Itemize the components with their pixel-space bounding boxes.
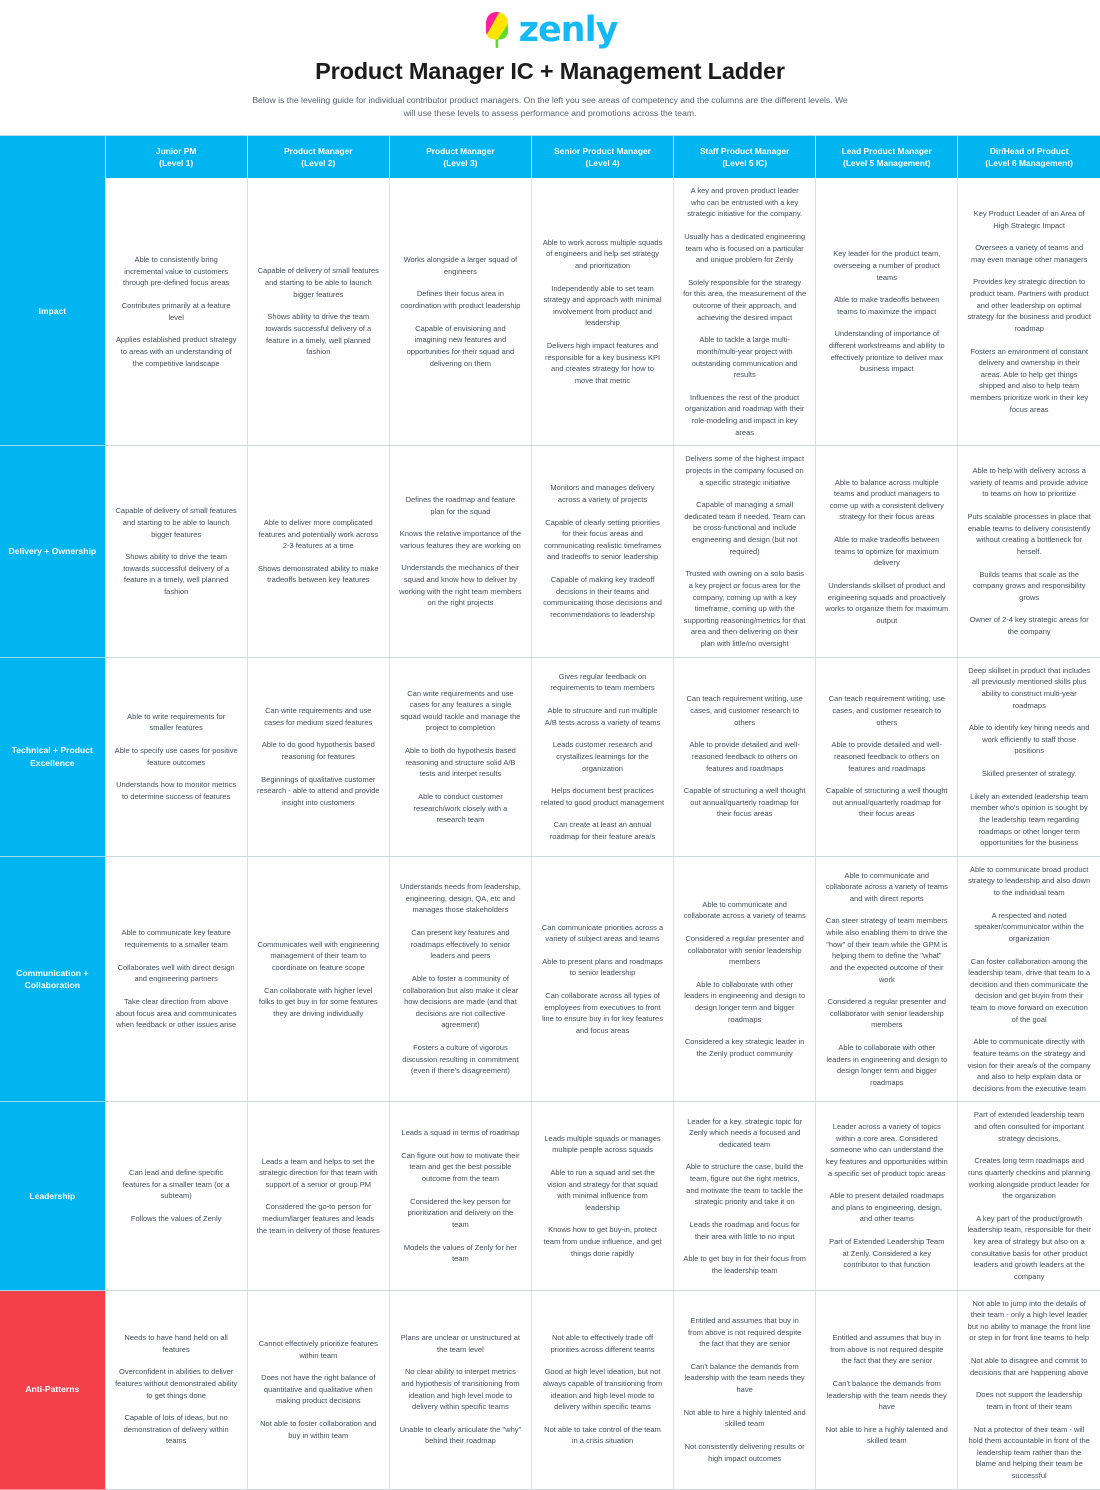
competency-bullet: Can steer strategy of team members while also enabling them to drive the "how" of their team while the GPM is helping them to define the "what" and the expected outcome of their work [825,916,948,984]
competency-cell [105,1290,247,1489]
competency-cell [816,856,958,1102]
competency-cell [105,856,247,1102]
row-label-technical-product-excellence: Technical + Product Excellence [0,657,105,856]
competency-cell [389,856,531,1102]
competency-bullet: Communicates well with engineering management of their team to coordinate on feature scope [257,939,380,972]
column-header-level-6-mgmt [958,135,1100,178]
competency-bullet: Understanding of importance of different workstreams and ability to effectively prioritize to deliver max business impact [828,329,945,374]
competency-bullet: Not able to disagree and commit to decisions that are happening above [969,1356,1089,1377]
competency-bullet: Models the values of Zenly for her team [403,1242,517,1264]
competency-bullet: Unable to clearly articulate the "why" behind their roadmap [399,1424,522,1446]
competency-bullet: Knows the relative importance of the various features they are working on [399,529,522,550]
competency-cell [674,1102,816,1290]
competency-bullet: Can communicate priorities across a variety of subject areas and teams [541,922,664,944]
competency-cell [531,446,673,657]
competency-bullet: Can write requirements and use cases for any features a single squad would tackle and manage the project to completion [400,688,521,733]
competency-bullet: Part of extended leadership team and often consulted for important strategy decisions. [973,1110,1085,1143]
competency-bullet: Able to specify use cases for positive feature outcomes [114,746,238,767]
competency-bullet: Delivers some of the highest impact projects in the company focused on a specific strategic initiative [685,454,805,487]
competency-cell [389,657,531,856]
column-level: (Level 1) [159,157,194,168]
column-header-level-3 [389,135,531,178]
column-header-level-1 [105,135,247,178]
competency-bullet: Gives regular feedback on requirements to team members [550,671,655,693]
competency-bullet: Solely responsible for the strategy for this area, the measurement of the outcome of their approach, and achieving the desired impact [683,277,807,322]
competency-cell [531,856,673,1102]
competency-bullet: Entitled and assumes that buy in from above is not required despite the fact that they are senior [830,1333,944,1366]
competency-bullet: Able to communicate and collaborate across a variety of teams and with direct reports [825,870,948,903]
table-header [0,135,1100,178]
column-title: Dir/Head of Product [989,145,1069,156]
competency-bullet: Not able to foster collaboration and buy in within team [260,1419,377,1440]
competency-bullet: Able to present detailed roadmaps and plans to engineering, design, and other teams [829,1191,944,1224]
competency-bullet: Monitors and manages delivery across a variety of projects [550,483,655,504]
competency-bullet: Leader for a key, strategic topic for Zenly which needs a focused and dedicated team [687,1116,803,1149]
competency-bullet: Considered a regular presenter and collaborator with senior leadership members [685,933,804,967]
competency-cell [247,657,389,856]
competency-bullet: Fosters a culture of vigorous discussion resulting in commitment (even if there's disagreement) [402,1043,519,1076]
competency-bullet: Works alongside a larger squad of engineers [403,255,518,276]
competency-bullet: Able to structure the case, build the team, figure out the right metrics, and motivate the team to tackle the strategic priority and take it on [685,1162,804,1207]
competency-bullet: Able to identify key hiring needs and work efficiently to staff those positions [968,723,1090,756]
competency-cell [531,178,673,446]
competency-bullet: Defines the roadmap and feature plan for the squad [405,494,516,516]
competency-bullet: Able to communicate directly with feature teams on the strategy and vision for their area/s of the company and also to help explain data or decisions from the executive team [967,1037,1091,1093]
column-level: (Level 3) [443,157,478,168]
row-label-impact: Impact [0,178,105,446]
competency-bullet: Needs to have hand held on all features [124,1333,228,1354]
competency-bullet: Considered a key strategic leader in the Zenly product community [684,1037,805,1058]
competency-cell [389,1290,531,1489]
competency-bullet: Understands needs from leadership, engineering, design, QA, etc and manages those stakeholders [399,882,521,915]
table-row [0,1290,1100,1489]
competency-bullet: Delivers high impact features and responsible for a key business KPI and creates strategy for how to move that metric [545,341,661,385]
competency-cell [105,657,247,856]
competency-bullet: Builds teams that scale as the company grows and responsibility grows [972,569,1086,602]
competency-bullet: Able to foster a community of collaboration but also make it clear how decisions are made (and that decisions are not collective agreement) [402,973,519,1030]
competency-cell [958,446,1100,657]
competency-bullet: Creates long term roadmaps and runs quarterly checkins and planning working alongside product leader for the organization [968,1156,1091,1201]
row-label-anti-patterns: Anti-Patterns [0,1290,105,1489]
competency-bullet: Able to present plans and roadmaps to senior leadership [542,956,663,978]
competency-bullet: Part of Extended Leadership Team at Zenly. Considered a key contributor to that function [829,1237,945,1270]
competency-bullet: Understands skillset of product and engineering squads and proactively works to organize them for maximum output [825,580,949,625]
competency-cell [531,657,673,856]
competency-bullet: A respected and noted speaker/communicator within the organization [974,910,1084,943]
competency-bullet: Collaborates well with direct design and engineering partners [117,962,235,984]
competency-bullet: Able to tackle a large multi-month/multi-year project with outstanding communication and results [691,335,798,380]
competency-bullet: Can present key features and roadmaps effectively to senior leaders and peers [410,928,511,961]
competency-bullet: Leads a squad in terms of roadmap [401,1128,520,1138]
competency-bullet: Capable of delivery of small features and starting to be able to launch bigger features [257,266,379,299]
competency-bullet: Take clear direction from above about focus area and communicates when feedback or other issues arise [115,996,237,1030]
column-title: Lead Product Manager [841,145,932,156]
competency-cell [958,856,1100,1102]
competency-bullet: Skilled presenter of strategy. [981,769,1077,778]
brand-wordmark: zenly [518,9,618,50]
competency-cell [247,178,389,446]
competency-bullet: Not able to hire a highly talented and skilled team [825,1424,948,1446]
competency-cell [105,446,247,657]
competency-cell [958,1290,1100,1489]
competency-cell [958,1102,1100,1290]
column-header-level-2 [247,135,389,178]
competency-bullet: Understands how to monitor metrics to determine success of features [116,780,237,801]
competency-cell [674,856,816,1102]
competency-bullet: Cannot effectively prioritize features within team [258,1338,378,1360]
competency-bullet: Usually has a dedicated engineering team who is focused on a particular and unique problem for Zenly [684,231,806,265]
competency-bullet: Leads multiple squads or manages multiple people across squads [544,1133,661,1155]
competency-bullet: Not able to jump into the details of their team - only a high level leader but no ability to manage the front line or step in for front line teams to help [967,1298,1091,1343]
competency-bullet: Able to consistently bring incremental value to customers through pre-defined focus areas [122,255,230,288]
table-row [0,446,1100,657]
competency-bullet: Able to provide detailed and well-reasoned feedback to others on features and roadmaps [689,740,800,773]
competency-bullet: Able to get buy in for their focus from the leadership team [683,1254,806,1275]
competency-bullet: Able to communicate broad product strategy to leadership and also down to the individual team [968,864,1091,897]
competency-bullet: Not able to hire a highly talented and skilled team [683,1407,806,1429]
competency-bullet: Can teach requirement writing, use cases, and customer research to others [686,694,803,727]
competency-bullet: Able to collaborate with other leaders in engineering and design to design longer term and bigger roadmaps [826,1043,948,1087]
competency-bullet: Capable of making key tradeoff decisions in their teams and communicating those decisions and recommendations to leadership [543,575,662,619]
competency-bullet: Considered the go-to person for medium/larger features and leads the team in delivery of those features [256,1202,380,1235]
competency-bullet: Can lead and define specific features for a smaller team (or a subteam) [122,1168,230,1201]
competency-bullet: Able to deliver more complicated features and potentially work across 2-3 features at a time [258,517,379,551]
column-header-level-5-ic [674,135,816,178]
competency-bullet: Entitled and assumes that buy in from above is not required despite the fact that they are senior [687,1315,802,1349]
competency-bullet: Capable of structuring a well thought out annual/quarterly roadmap for their focus areas [825,786,948,819]
page-subtitle: Below is the leveling guide for individual contributor product managers. On the left you see areas of competency and the columns are the different levels. We will use these levels to assess performance and promotions across the team. [252,95,848,119]
competency-bullet: Capable of structuring a well thought out annual/quarterly roadmap for their focus areas [683,786,806,819]
competency-cell [247,446,389,657]
competency-bullet: Leads a team and helps to set the strategic direction for that team with support of a senior or group PM [259,1156,378,1189]
competency-cell [816,657,958,856]
column-title: Junior PM [155,145,197,156]
competency-bullet: Can collaborate across all types of employees from executives to front line to ensure buy in for key features and focus areas [542,991,663,1035]
competency-bullet: Influences the rest of the product organization and roadmap with their role-modeling and impact in key areas [685,392,805,437]
competency-bullet: Defines their focus area in coordination with product leadership [400,289,521,310]
competency-bullet: Independently able to set team strategy and approach with minimal involvement from product and leadership [543,283,662,328]
competency-bullet: Able to run a squad and set the vision and strategy for that squad with minimal influence from leadership [547,1167,658,1212]
competency-bullet: Not able to effectively trade off priorities across different teams [550,1333,655,1354]
competency-bullet: Able to balance across multiple teams and product managers to come up with a consistent delivery strategy for their focus areas [829,477,944,522]
leveling-table [0,135,1100,1490]
competency-bullet: Able to work across multiple squads of engineers and help set strategy and prioritization [542,237,663,270]
competency-bullet: A key and proven product leader who can be entrusted with a key strategic initiative for the company. [687,186,803,219]
competency-bullet: Not consistently delivering results or high impact outcomes [684,1441,805,1463]
competency-cell [816,1290,958,1489]
competency-bullet: Not a protector of their team - will hold them accountable in front of the leadership team rather than the blame and helping their team be successful [968,1424,1090,1480]
competency-bullet: No clear ability to interpet metrics and hypothesis of transitioning from ideation and high level mode to delivery within specific teams [401,1367,520,1412]
competency-bullet: Overconfident in abilities to deliver features without demonstrated ability to get things done [115,1367,238,1400]
competency-cell [816,1102,958,1290]
competency-bullet: Deep skillset in product that includes all previously mentioned skills plus ability to construct multi-year roadmaps [968,665,1091,710]
competency-cell [674,178,816,446]
column-level: (Level 5 Management) [843,157,931,168]
competency-bullet: Leader across a variety of topics within a core area. Considered someone who can understand the key features and opportunities within a specific set of product topic areas [825,1122,948,1178]
column-header-level-5-mgmt [816,135,958,178]
competency-cell [105,178,247,446]
competency-cell [674,1290,816,1489]
column-title: Product Manager [426,145,495,156]
competency-bullet: Follows the values of Zenly [130,1214,222,1224]
competency-bullet: Provides key strategic direction to product team. Partners with product and other leadership on optimal strategy for the business and product roadmap [967,277,1091,333]
competency-bullet: Fosters an environment of constant delivery and ownership in their areas. Able to help get things shipped and also to help team members prioritize work in their key focus areas [970,346,1089,414]
competency-bullet: Capable of envisioning and imagining new features and opportunities for their squad and delivering on them [406,323,515,368]
competency-cell [674,446,816,657]
competency-cell [247,856,389,1102]
competency-bullet: Able to communicate and collaborate across a variety of teams [683,899,806,921]
competency-bullet: Helps document best practices related to good product management [541,786,665,807]
competency-bullet: Can't balance the demands from leadership with the team needs they have [684,1361,805,1395]
competency-cell [958,178,1100,446]
column-title: Product Manager [284,145,353,156]
competency-cell [958,657,1100,856]
competency-cell [105,1102,247,1290]
competency-bullet: Shows ability to drive the team towards successful delivery of a feature in a timely, well planned fashion [123,552,230,596]
table-corner-cell [0,135,105,178]
row-label-delivery-ownership: Delivery + Ownership [0,446,105,657]
competency-bullet: Capable of clearly setting priorities for their focus areas and communicating realistic timeframes and tradeoffs to senior leadership [543,517,662,562]
column-level: (Level 4) [585,157,620,168]
competency-bullet: Can figure out how to motivate their team and get the best possible outcome from the team [401,1150,520,1183]
table-row [0,657,1100,856]
column-level: (Level 6 Management) [985,157,1073,168]
competency-bullet: Considered the key person for prioritization and delivery on the team [407,1196,514,1229]
competency-cell [247,1290,389,1489]
competency-bullet: Capable of lots of ideas, but no demonstration of delivery within teams [123,1413,229,1446]
competency-bullet: Able to conduct customer research/work closely with a research team [413,791,508,825]
competency-bullet: Can create at least an annual roadmap for their feature area/s [549,820,656,841]
competency-cell [389,178,531,446]
competency-bullet: Leads customer research and crystallizes learnings for the organization [552,740,653,773]
column-header-level-4 [531,135,673,178]
competency-bullet: A key part of the product/growth leadership team, responsible for their key area of strategy but also on a consultative basis for other product leaders and growth leaders at the company [967,1213,1091,1281]
competency-bullet: Can collaborate with higher level folks to get buy in for some features they are driving individually [258,985,378,1018]
competency-bullet: Able to provide detailed and well-reasoned feedback to others on features and roadmaps [831,740,943,773]
competency-bullet: Does not support the leadership team in front of their team [976,1390,1083,1411]
column-title: Senior Product Manager [554,145,651,156]
competency-bullet: Able to structure and run multiple A/B tests across a variety of teams [544,706,661,727]
competency-cell [247,1102,389,1290]
competency-bullet: Likely an extended leadership team member who's opinion is sought by the leadership team regarding roadmaps or other longer term opportunities for the business [970,791,1089,848]
competency-bullet: Able to make tradeoffs between teams to optimize for maximum delivery [834,535,940,568]
column-title: Staff Product Manager [699,145,790,156]
competency-bullet: Knows how to get buy-in, protect team from undue influence, and get things done rapidly [543,1225,662,1258]
competency-bullet: Able to help with delivery across a variety of teams and provide advice to teams on how to prioritize [970,466,1089,499]
competency-bullet: Able to communicate key feature requirements to a smaller team [121,928,231,949]
competency-bullet: Trusted with owning on a solo basis a key project or focus area for the company, coming up with a key timeframe, coming up with the supporting reasoning/metrics for that area and then delivering on their plan with little/no oversight [683,569,806,648]
table-row [0,1102,1100,1290]
table-body [0,178,1100,1489]
table-row [0,856,1100,1102]
header-row [0,135,1100,178]
competency-bullet: Understands the mechanics of their squad and know how to deliver by working with the right team members on the right projects [399,563,522,608]
competency-bullet: Plans are unclear or unstructured at the team level [400,1333,521,1354]
competency-cell [531,1290,673,1489]
competency-bullet: Can teach requirement writing, use cases, and customer research to others [828,694,945,727]
table-row [0,178,1100,446]
competency-bullet: Applies established product strategy to areas with an understanding of the competitive landscape [115,335,237,368]
competency-bullet: Shows ability to drive the team towards successful delivery of a feature in a timely, well planned fashion [265,312,372,357]
competency-bullet: Able to write requirements for smaller features [127,711,226,733]
competency-cell [674,657,816,856]
competency-bullet: Considered a regular presenter and collaborator with senior leadership members [827,997,946,1030]
competency-bullet: Key leader for the product team, overseeing a number of product teams [833,249,941,282]
competency-bullet: Able to collaborate with other leaders in engineering and design to design longer term and bigger roadmaps [684,979,806,1024]
competency-bullet: Can write requirements and use cases for medium sized features [264,706,373,727]
brand-lockup [0,10,1100,50]
competency-bullet: Contributes primarily at a feature level [121,301,231,322]
row-label-communication-collaboration: Communication + Collaboration [0,856,105,1102]
competency-bullet: Shows demonstrated ability to make tradeoffs between key features [258,563,379,585]
competency-bullet: Capable of delivery of small features and starting to be able to launch bigger features [115,506,237,539]
competency-cell [816,178,958,446]
competency-bullet: Capable of managing a small dedicated team if needed. Team can be cross-functional and include engineering and design (but not required) [684,500,806,556]
row-label-leadership: Leadership [0,1102,105,1290]
competency-cell [389,1102,531,1290]
competency-bullet: Can't balance the demands from leadership with the team needs they have [826,1378,947,1412]
competency-bullet: Able to both do hypothesis based reasoning and structure solid A/B tests and interpet results [404,746,516,779]
competency-cell [816,446,958,657]
competency-bullet: Owner of 2-4 key strategic areas for the company [969,615,1089,637]
popsicle-icon [483,11,513,49]
competency-bullet: Does not have the right balance of quantitative and qualitative when making product decisions [261,1373,376,1406]
competency-bullet: Leads the roadmap and focus for their area with little to no input [689,1219,800,1241]
column-level: (Level 5 IC) [722,157,767,168]
competency-bullet: Oversees a variety of teams and may even manage other managers [971,243,1088,264]
column-level: (Level 2) [301,157,336,168]
competency-bullet: Can foster collaboration among the leadership team, drive that team to a decision and then communicate the decision and get buyin from their team to move forward on execution of the goal [968,956,1091,1024]
competency-bullet: Key Product Leader of an Area of High Strategic Impact [973,208,1085,230]
competency-bullet: Good at high level ideation, but not always capable of transitioning from ideation and high level mode to delivery within specific teams [542,1367,663,1412]
competency-cell [531,1102,673,1290]
competency-bullet: Beginnings of qualitative customer research - able to attend and provide insight into customers [256,774,380,807]
document-header [0,0,1100,135]
competency-bullet: Puts scalable processes in place that enable teams to delivery consistently without creating a bottleneck for herself. [967,512,1091,556]
competency-bullet: Able to do good hypothesis based reasoning for features [261,740,375,761]
competency-bullet: Not able to take control of the team in a crisis situation [544,1424,661,1446]
competency-cell [389,446,531,657]
page-title: Product Manager IC + Management Ladder [315,58,785,84]
competency-bullet: Able to make tradeoffs between teams to maximize the impact [834,295,940,316]
